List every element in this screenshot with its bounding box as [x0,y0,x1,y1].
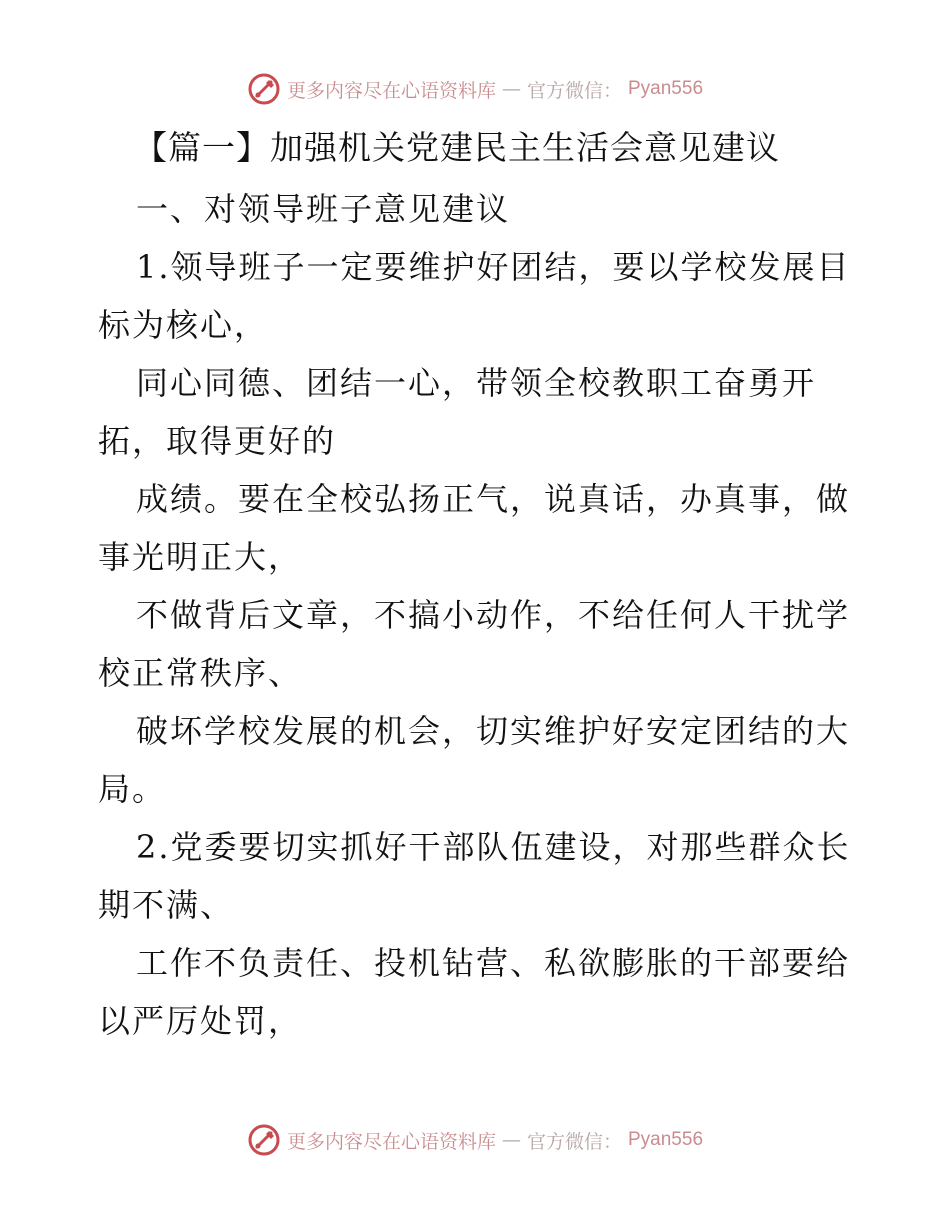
document-body [98,122,858,1050]
watermark-separator: — [501,78,521,100]
paragraph: 不做背后文章，不搞小动作，不给任何人干扰学校正常秩序、 [98,596,851,692]
watermark-site: 更多内容尽在心语资料库 [286,1130,496,1153]
watermark-separator: — [501,1129,521,1151]
watermark-wechat-id: Pyan556 [628,1129,704,1150]
watermark-footer [0,1123,950,1157]
logo-icon [247,1123,281,1157]
watermark-wechat-label: 官方微信： [526,79,622,102]
paragraph: 成绩。要在全校弘扬正气，说真话，办真事，做事光明正大， [98,480,851,576]
watermark-site: 更多内容尽在心语资料库 [286,79,496,102]
watermark-header [0,72,950,106]
paragraph: 工作不负责任、投机钻营、私欲膨胀的干部要给以严厉处罚， [98,944,851,1040]
paragraph: 破坏学校发展的机会，切实维护好安定团结的大局。 [98,712,851,808]
document-title: 【篇一】加强机关党建民主生活会意见建议 [134,128,780,167]
watermark-wechat-label: 官方微信： [526,1130,622,1153]
paragraph: 同心同德、团结一心，带领全校教职工奋勇开拓，取得更好的 [98,364,817,460]
watermark-wechat-id: Pyan556 [628,78,704,99]
logo-icon [247,72,281,106]
paragraph: 2.党委要切实抓好干部队伍建设，对那些群众长期不满、 [98,828,851,924]
section-heading: 一、对领导班子意见建议 [136,190,511,228]
paragraph: 1.领导班子一定要维护好团结，要以学校发展目标为核心， [98,248,851,344]
